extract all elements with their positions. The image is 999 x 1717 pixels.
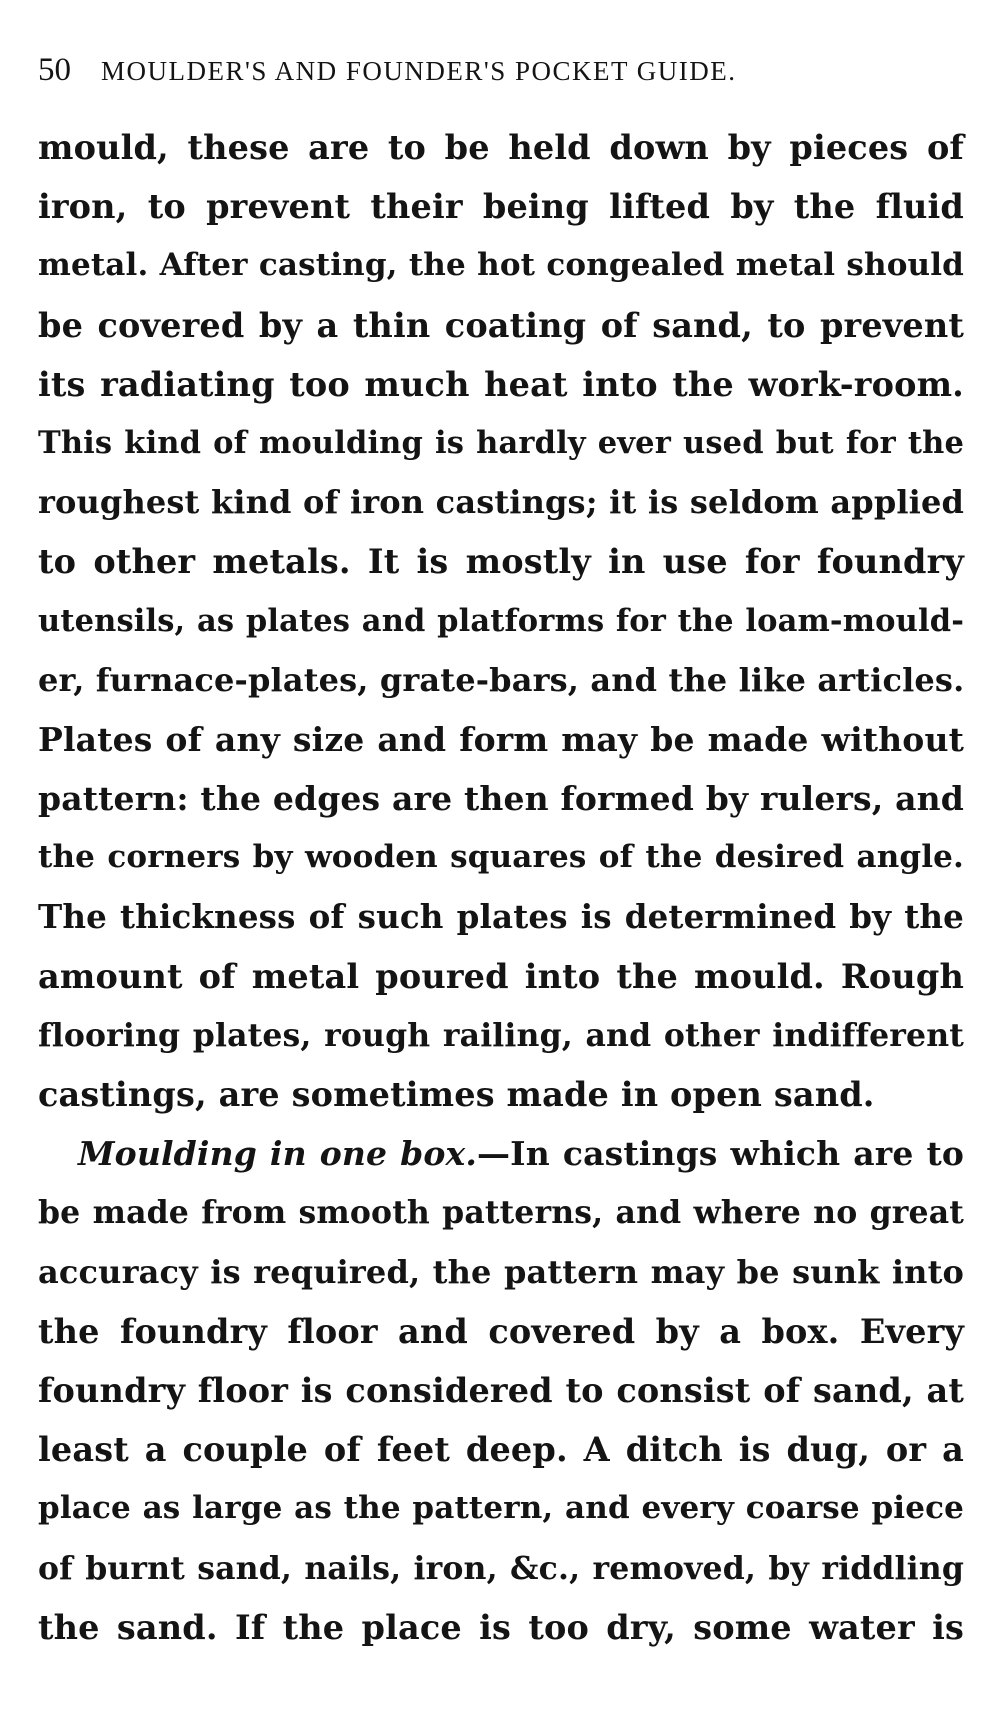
text-line: flooring plates, rough railing, and other indifferent [38,1016,964,1054]
text-line: place as large as the pattern, and every coarse piece [38,1490,964,1527]
text-line: Plates of any size and form may be made without [38,719,964,759]
text-line: roughest kind of iron castings; it is seldom applied [38,483,964,522]
page-number: 50 [38,52,71,88]
text-line: This kind of moulding is hardly ever used but for the [38,424,964,461]
text-line: accuracy is required, the pattern may be sunk into [38,1252,964,1291]
text-line: er, furnace-plates, grate-bars, and the like articles. [38,660,965,699]
text-line: the corners by wooden squares of the desired angle. [38,839,964,876]
text-line: pattern: the edges are then formed by rulers, and [38,779,964,819]
text-line: The thickness of such plates is determined by the [38,897,964,937]
text-line: the foundry floor and covered by a box. Every [38,1311,964,1351]
text-line: mould, these are to be held down by pieces of [38,128,964,167]
running-head [38,52,964,100]
body-text [38,118,964,1657]
text-line: foundry floor is considered to consist of sand, at [38,1370,964,1410]
book-page [38,52,964,1657]
running-title: MOULDER'S AND FOUNDER'S POCKET GUIDE. [101,56,737,86]
text-line: the sand. If the place is too dry, some water is [38,1607,964,1647]
text-line: least a couple of feet deep. A ditch is dug, or a [38,1430,964,1470]
text-line: be made from smooth patterns, and where no great [38,1194,964,1232]
text-line: amount of metal poured into the mould. Rough [38,956,964,996]
text-line: be covered by a thin coating of sand, to prevent [38,305,964,345]
paragraph-first-line [38,1124,964,1183]
text-line: to other metals. It is mostly in use for foundry [38,542,964,582]
text-line: metal. After casting, the hot congealed metal should [38,247,964,284]
section-heading: Moulding in one box. [78,1134,477,1174]
text-line: castings, are sometimes made in open sand. [38,1075,875,1114]
text-line: its radiating too much heat into the work-room. [38,364,964,404]
text-line: of burnt sand, nails, iron, &c., removed, by riddling [38,1549,964,1587]
text-run: —In castings which are to [477,1134,964,1174]
text-line: iron, to prevent their being lifted by the fluid [38,187,964,227]
text-line: utensils, as plates and platforms for the loam-mould- [38,602,964,639]
